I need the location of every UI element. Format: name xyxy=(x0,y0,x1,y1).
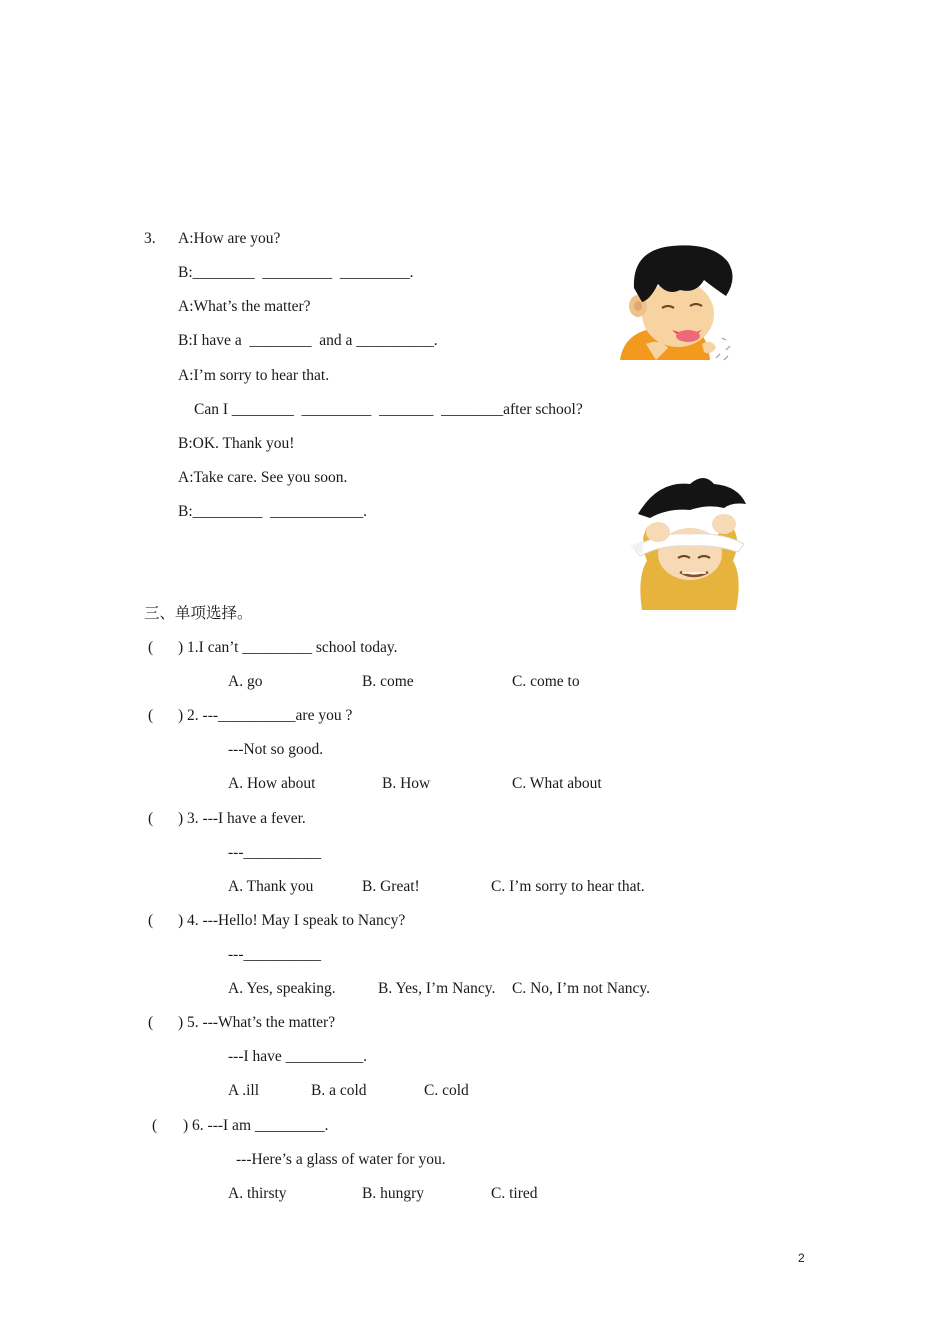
answer-paren: ( xyxy=(152,1117,158,1134)
option-b: B. Yes, I’m Nancy. xyxy=(378,980,496,997)
dialogue-line: A:What’s the matter? xyxy=(178,298,311,315)
option-b: B. How xyxy=(382,775,431,792)
option-a: A .ill xyxy=(228,1082,260,1099)
question-response: ---Not so good. xyxy=(228,741,324,758)
question-stem: ) 3. ---I have a fever. xyxy=(178,810,306,827)
dialogue-line: A:I’m sorry to hear that. xyxy=(178,367,330,384)
question-number: 3. xyxy=(144,230,156,247)
option-a: A. go xyxy=(228,673,263,690)
question-stem: ) 1.I can’t _________ school today. xyxy=(178,639,398,656)
option-c: C. come to xyxy=(512,673,580,690)
question-stem: ) 6. ---I am _________. xyxy=(183,1117,329,1134)
headache-boy-icon xyxy=(628,474,750,616)
option-c: C. tired xyxy=(491,1185,538,1202)
coughing-boy-icon xyxy=(616,240,738,366)
option-a: A. thirsty xyxy=(228,1185,287,1202)
option-a: A. Yes, speaking. xyxy=(228,980,336,997)
dialogue-line: A:Take care. See you soon. xyxy=(178,469,348,486)
option-c: C. What about xyxy=(512,775,602,792)
section-heading: 三、单项选择。 xyxy=(144,605,253,622)
question-response: ---I have __________. xyxy=(228,1048,368,1065)
dialogue-line: B:I have a ________ and a __________. xyxy=(178,332,438,349)
option-a: A. How about xyxy=(228,775,316,792)
answer-paren: ( xyxy=(148,707,154,724)
option-b: B. a cold xyxy=(311,1082,367,1099)
dialogue-line: A:How are you? xyxy=(178,230,281,247)
answer-paren: ( xyxy=(148,1014,154,1031)
dialogue-line: B:_________ ____________. xyxy=(178,503,368,520)
question-stem: ) 5. ---What’s the matter? xyxy=(178,1014,336,1031)
option-a: A. Thank you xyxy=(228,878,314,895)
option-b: B. Great! xyxy=(362,878,420,895)
option-c: C. I’m sorry to hear that. xyxy=(491,878,645,895)
question-stem: ) 2. ---__________are you ? xyxy=(178,707,353,724)
page-number: 2 xyxy=(798,1251,805,1265)
dialogue-line: B:________ _________ _________. xyxy=(178,264,414,281)
option-b: B. come xyxy=(362,673,414,690)
answer-paren: ( xyxy=(148,639,154,656)
question-response: ---__________ xyxy=(228,844,321,861)
option-b: B. hungry xyxy=(362,1185,424,1202)
answer-paren: ( xyxy=(148,912,154,929)
question-stem: ) 4. ---Hello! May I speak to Nancy? xyxy=(178,912,406,929)
answer-paren: ( xyxy=(148,810,154,827)
option-c: C. No, I’m not Nancy. xyxy=(512,980,651,997)
question-response: ---__________ xyxy=(228,946,321,963)
dialogue-line: Can I ________ _________ _______ ________after school? xyxy=(194,401,583,418)
question-response: ---Here’s a glass of water for you. xyxy=(236,1151,446,1168)
dialogue-line: B:OK. Thank you! xyxy=(178,435,295,452)
option-c: C. cold xyxy=(424,1082,469,1099)
